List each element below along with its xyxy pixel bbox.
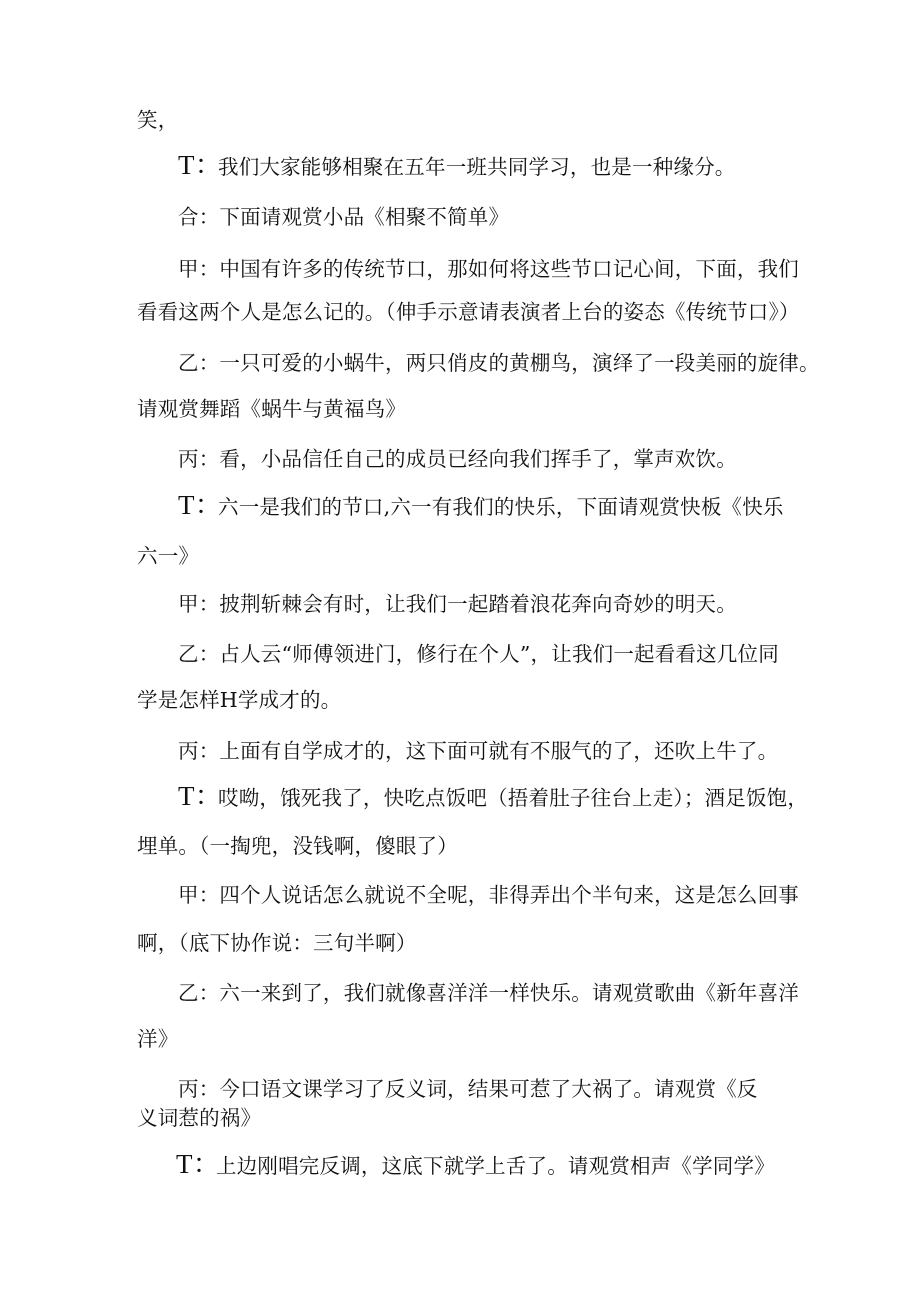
paragraph-line: 埋单。（一掏兜，没钱啊，傻眼了） — [137, 834, 458, 858]
paragraph-line: 甲：四个人说话怎么就说不全呢，非得弄出个半句来，这是怎么回事 — [178, 883, 799, 907]
paragraph-line: 学是怎样H学成才的。 — [137, 688, 342, 712]
paragraph-line: 乙：六一来到了，我们就像喜洋洋一样快乐。请观赏歌曲《新年喜洋 — [178, 981, 799, 1005]
paragraph-line: 丙：今口语文课学习了反义词，结果可惹了大祸了。请观赏《反 — [178, 1077, 758, 1101]
paragraph-line: 丙：看，小品信任自己的成员已经向我们挥手了，掌声欢饮。 — [178, 447, 737, 471]
paragraph-line: 笑， — [137, 108, 179, 132]
paragraph-line — [178, 491, 784, 521]
paragraph-line: 甲：中国有许多的传统节口，那如何将这些节口记心间，下面，我们 — [178, 257, 799, 281]
paragraph-line: 洋》 — [137, 1027, 179, 1051]
speaker-label: T： — [178, 150, 222, 180]
paragraph-line: 乙：一只可爱的小蜗牛，两只俏皮的黄棚鸟，演绎了一段美丽的旋律。 — [178, 351, 820, 375]
paragraph-text: 我们大家能够相聚在五年一班共同学习，也是一种缘分。 — [218, 155, 736, 179]
paragraph-text: 上边刚唱完反调，这底下就学上舌了。请观赏相声《学同学》 — [216, 1154, 775, 1178]
paragraph-line — [176, 1150, 775, 1180]
paragraph-line: 看看这两个人是怎么记的。（伸手示意请表演者上台的姿态《传统节口》） — [137, 300, 800, 324]
speaker-label: T： — [178, 781, 222, 811]
paragraph-line: 甲：披荆斩棘会有时，让我们一起踏着浪花奔向奇妙的明天。 — [178, 592, 737, 616]
paragraph-line: 合：下面请观赏小品《相聚不简单》 — [178, 205, 510, 229]
paragraph-line: 啊，（底下协作说：三句半啊） — [137, 931, 417, 955]
paragraph-line: 请观赏舞蹈《蜗牛与黄福鸟》 — [137, 397, 407, 421]
paragraph-line — [178, 151, 736, 181]
paragraph-line: 六一》 — [137, 544, 200, 568]
paragraph-line: 丙：上面有自学成才的，这下面可就有不服气的了，还吹上牛了。 — [178, 739, 779, 763]
paragraph-text: 六一是我们的节口,六一有我们的快乐，下面请观赏快板《快乐 — [218, 495, 784, 519]
speaker-label: T： — [176, 1149, 220, 1179]
paragraph-line — [178, 782, 808, 812]
paragraph-line: 义词惹的祸》 — [137, 1106, 262, 1130]
speaker-label: T： — [178, 490, 222, 520]
paragraph-line: 乙：占人云“师傅领进门，修行在个人”，让我们一起看看这几位同 — [178, 642, 779, 666]
paragraph-text: 哎呦，饿死我了，快吃点饭吧（捂着肚子往台上走）；酒足饭饱， — [218, 786, 809, 810]
